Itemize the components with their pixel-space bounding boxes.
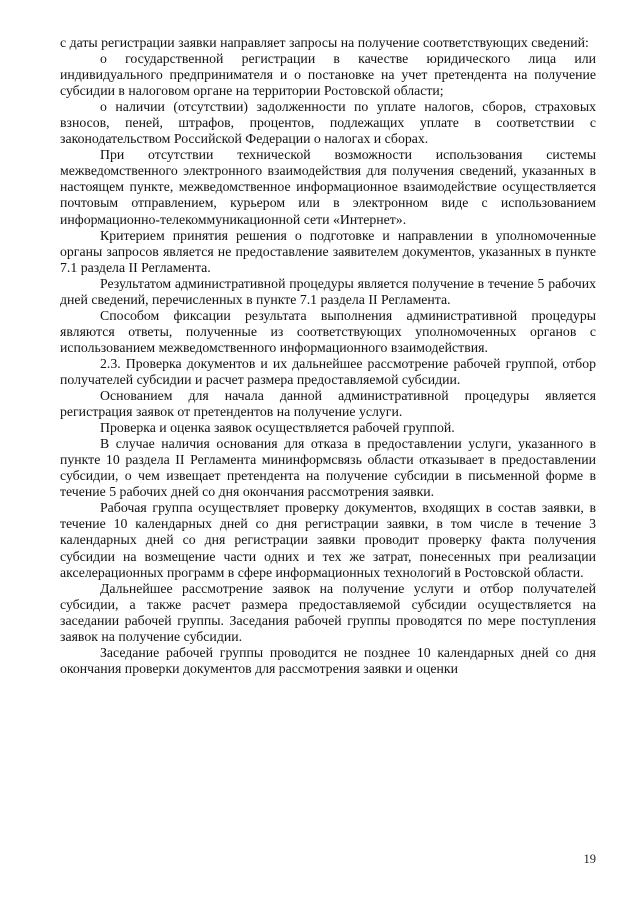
paragraph-further-review: Дальнейшее рассмотрение заявок на получение услуги и отбор получателей субсидии, а также расчет размера предоставляемой субсидии осуществляется на заседании рабочей группы. Заседания рабочей группы проводятся по мере поступления заявок на получение субсидии. xyxy=(60,580,596,644)
paragraph-review-by-working-group: Проверка и оценка заявок осуществляется рабочей группой. xyxy=(100,420,455,436)
page-number: 19 xyxy=(583,852,596,866)
paragraph-procedure-result: Результатом административной процедуры является получение в течение 5 рабочих дней сведений, перечисленных в пункте 7.1 раздела II Регламента. xyxy=(60,275,596,307)
paragraph-continuation: с даты регистрации заявки направляет запросы на получение соответствующих сведений: xyxy=(60,35,589,50)
paragraph-result-fixation: Способом фиксации результата выполнения административной процедуры являются ответы, полученные из соответствующих уполномоченных органов с использованием межведомственного информационного взаимодействия. xyxy=(60,307,596,355)
paragraph-state-registration: о государственной регистрации в качестве юридического лица или индивидуального предпринимателя и о постановке на учет претендента на получение субсидии в налоговом органе на территории Ростовской области; xyxy=(60,51,596,99)
paragraph-document-check: Рабочая группа осуществляет проверку документов, входящих в состав заявки, в течение 10 календарных дней со дня регистрации заявки, в том числе в течение 3 календарных дней со дня регистрации заявки проводит проверку факта получения субсидии на возмещение части одних и тех же затрат, понесенных при реализации акселерационных программ в сфере информационных технологий в Ростовской области. xyxy=(60,500,596,580)
paragraph-tax-debt: о наличии (отсутствии) задолженности по уплате налогов, сборов, страховых взносов, пеней, штрафов, процентов, подлежащих уплате в соответствии с законодательством Российской Федерации о налогах и сборах. xyxy=(60,99,596,147)
paragraph-decision-criterion: Критерием принятия решения о подготовке и направлении в уполномоченные органы запросов является не предоставление заявителем документов, указанных в пункте 7.1 раздела II Регламента. xyxy=(60,227,596,275)
document-body xyxy=(60,35,596,677)
paragraph-section-2-3-heading: 2.3. Проверка документов и их дальнейшее рассмотрение рабочей группой, отбор получателей субсидии и расчет размера предоставляемой субсидии. xyxy=(60,355,596,387)
paragraph-no-technical-possibility: При отсутствии технической возможности использования системы межведомственного электронного взаимодействия для получения сведений, указанных в настоящем пункте, межведомственное информационное взаимодействие осуществляется почтовым отправлением, курьером или в электронном виде с использованием информационно-телекоммуникационной сети «Интернет». xyxy=(60,147,596,227)
paragraph-procedure-basis: Основанием для начала данной административной процедуры является регистрация заявок от претендентов на получение услуги. xyxy=(60,388,596,420)
paragraph-meeting-deadline: Заседание рабочей группы проводится не позднее 10 календарных дней со дня окончания проверки документов для рассмотрения заявки и оценки xyxy=(60,644,596,676)
paragraph-refusal-case: В случае наличия основания для отказа в предоставлении услуги, указанного в пункте 10 раздела II Регламента мининформсвязь области отказывает в предоставлении субсидии, о чем извещает претендента на получение субсидии в письменной форме в течение 5 рабочих дней со дня окончания рассмотрения заявки. xyxy=(60,436,596,500)
